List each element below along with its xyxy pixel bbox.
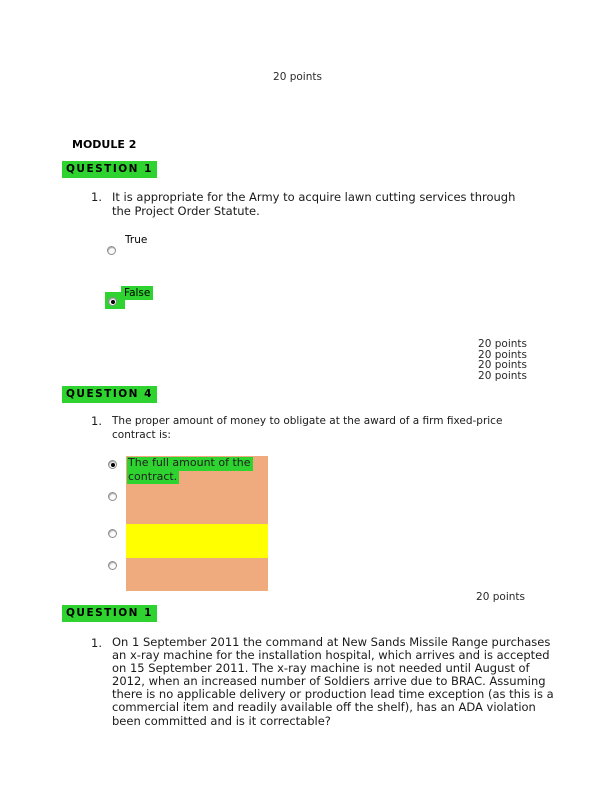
question1-second-text-line: On 1 September 2011 the command at New Sands Missile Range purchases — [112, 635, 551, 649]
option-false-label[interactable]: False — [121, 286, 153, 300]
question4-option1-label-line: contract. — [128, 469, 178, 483]
module-title: MODULE 2 — [72, 138, 137, 151]
question1-second-text-line: 2012, when an increased number of Soldiers arrive due to BRAC. Assuming — [112, 674, 546, 689]
points-stack — [407, 339, 527, 382]
question1-number: 1. — [91, 190, 102, 204]
option-false-radio[interactable] — [108, 297, 117, 306]
question4-option4-radio[interactable] — [108, 561, 117, 570]
question4-option1-label-line: The full amount of the — [128, 456, 251, 469]
answer-area-salmon — [126, 558, 268, 591]
question4-number: 1. — [91, 414, 102, 428]
question1-second-text — [112, 636, 554, 728]
points-label-right: 20 points — [476, 591, 525, 603]
points-label: 20 points — [478, 370, 527, 383]
question4-option2-radio[interactable] — [108, 492, 117, 501]
points-label: 20 points — [478, 348, 527, 361]
radio-selected-dot — [111, 463, 115, 467]
points-label: 20 points — [478, 359, 527, 372]
question4-header-wrap — [62, 382, 157, 403]
points-label-top: 20 points — [273, 71, 322, 83]
question4-option3-radio[interactable] — [108, 529, 117, 538]
question1-second-text-line: been committed and is it correctable? — [112, 713, 331, 728]
question4-text-line: contract is: — [112, 429, 171, 441]
question1-second-header-wrap — [62, 601, 157, 622]
radio-selected-dot — [111, 300, 115, 304]
option-true-label[interactable]: True — [125, 234, 148, 246]
question1-second-text-line: on 15 September 2011. The x-ray machine is not needed until August of — [112, 661, 530, 676]
question1-header: QUESTION 1 — [62, 161, 157, 178]
question4-text-line: The proper amount of money to obligate at the award of a firm fixed-price — [112, 415, 503, 427]
question1-text-line: It is appropriate for the Army to acquire lawn cutting services through — [112, 190, 516, 204]
question1-text — [112, 190, 515, 218]
question1-text-line: the Project Order Statute. — [112, 204, 260, 218]
question4-option1-label[interactable] — [127, 457, 253, 484]
question4-header: QUESTION 4 — [62, 386, 157, 403]
question1-second-number: 1. — [91, 636, 102, 650]
question1-second-text-line: an x-ray machine for the installation hospital, which arrives and is accepted — [112, 648, 550, 663]
option-true-radio[interactable] — [107, 246, 116, 255]
question1-second-text-line: commercial item and readily available off the shelf), has an ADA violation — [112, 700, 536, 715]
question4-text — [112, 414, 502, 442]
points-label: 20 points — [478, 338, 527, 350]
answer-area-yellow — [126, 524, 268, 558]
question4-option1-radio[interactable] — [108, 460, 117, 469]
question1-second-header: QUESTION 1 — [62, 605, 157, 622]
question1-header-wrap — [62, 157, 157, 178]
question1-second-text-line: there is no applicable delivery or production lead time exception (as this is a — [112, 687, 554, 702]
